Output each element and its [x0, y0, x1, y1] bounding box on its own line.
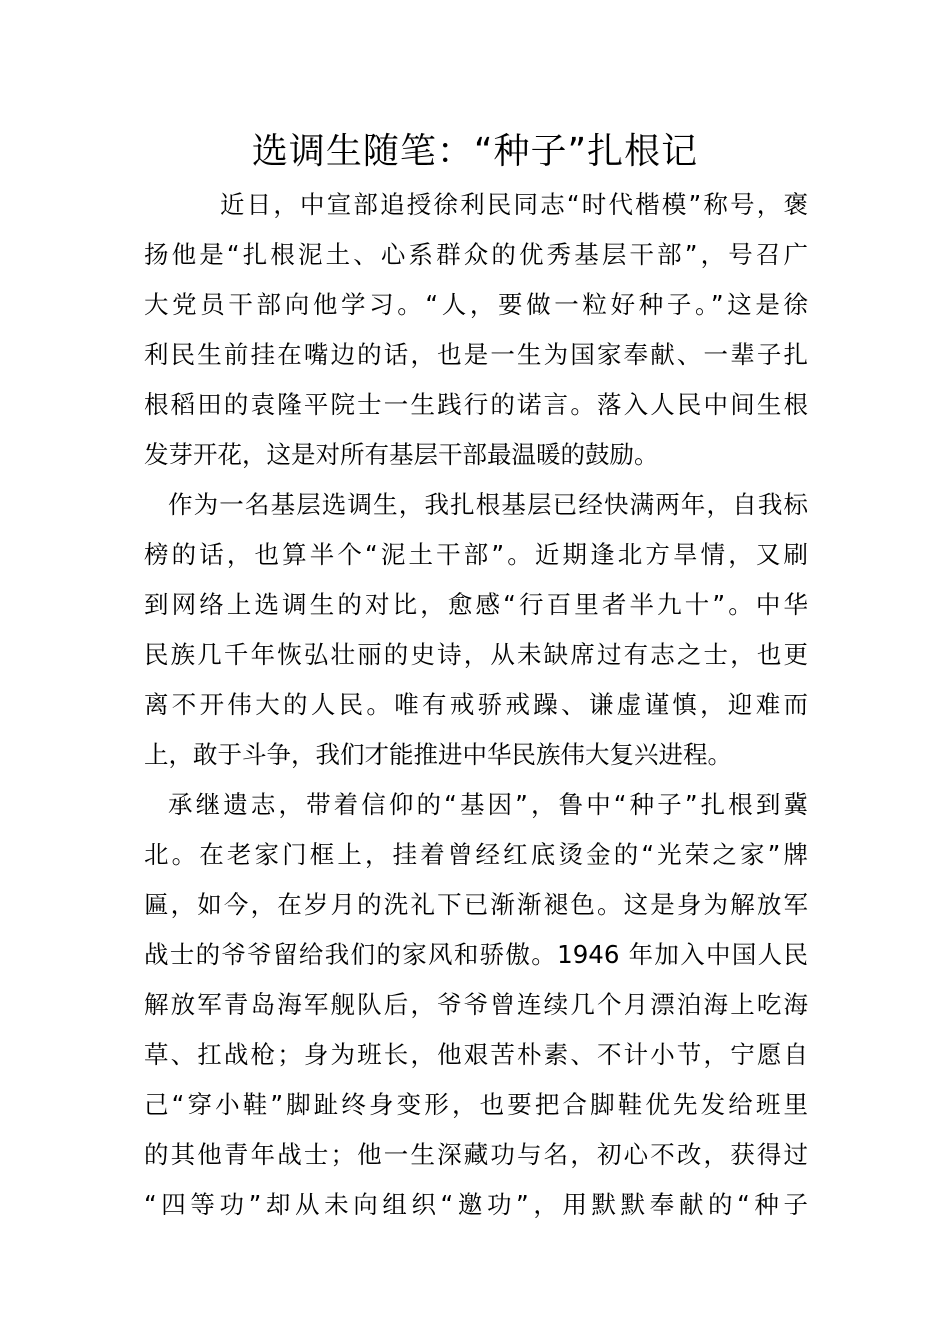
text-line: 到网络上选调生的对比，愈感“行百里者半九十”。中华: [144, 590, 808, 619]
text-line: 根稻田的袁隆平院士一生践行的诺言。落入人民中间生根: [144, 390, 808, 419]
text-line: 草、扛战枪；身为班长，他艰苦朴素、不计小节，宁愿自: [144, 1040, 808, 1069]
text-line: 榜的话，也算半个“泥土干部”。近期逢北方旱情，又刷: [144, 540, 808, 569]
text-line: 发芽开花，这是对所有基层干部最温暖的鼓励。: [144, 440, 659, 469]
text-line: 离不开伟大的人民。唯有戒骄戒躁、谦虚谨慎，迎难而: [144, 690, 808, 719]
text-line: 扬他是“扎根泥土、心系群众的优秀基层干部”，号召广: [144, 240, 808, 269]
text-line: 承继遗志，带着信仰的“基因”，鲁中“种子”扎根到冀: [168, 790, 808, 819]
text-line: 大党员干部向他学习。“人，要做一粒好种子。”这是徐: [144, 290, 808, 319]
text-line: 的其他青年战士；他一生深藏功与名，初心不改，获得过: [144, 1140, 808, 1169]
text-line: 作为一名基层选调生，我扎根基层已经快满两年，自我标: [168, 490, 808, 519]
text-line: 北。在老家门框上，挂着曾经红底烫金的“光荣之家”牌: [144, 840, 808, 869]
text-line: 上，敢于斗争，我们才能推进中华民族伟大复兴进程。: [144, 740, 732, 769]
text-line: 匾，如今，在岁月的洗礼下已渐渐褪色。这是身为解放军: [144, 890, 808, 919]
text-line: “四等功”却从未向组织“邀功”，用默默奉献的“种子: [144, 1190, 808, 1219]
text-line: 战士的爷爷留给我们的家风和骄傲。1946 年加入中国人民: [144, 940, 808, 969]
text-line: 利民生前挂在嘴边的话，也是一生为国家奉献、一辈子扎: [144, 340, 808, 369]
text-line: 解放军青岛海军舰队后，爷爷曾连续几个月漂泊海上吃海: [144, 990, 808, 1019]
document-body: [144, 180, 808, 1230]
text-line: 己“穿小鞋”脚趾终身变形，也要把合脚鞋优先发给班里: [144, 1090, 808, 1119]
page-title: 选调生随笔：“种子”扎根记: [251, 131, 699, 172]
text-line: 近日，中宣部追授徐利民同志“时代楷模”称号，褒: [220, 190, 808, 219]
text-line: 民族几千年恢弘壮丽的史诗，从未缺席过有志之士，也更: [144, 640, 808, 669]
